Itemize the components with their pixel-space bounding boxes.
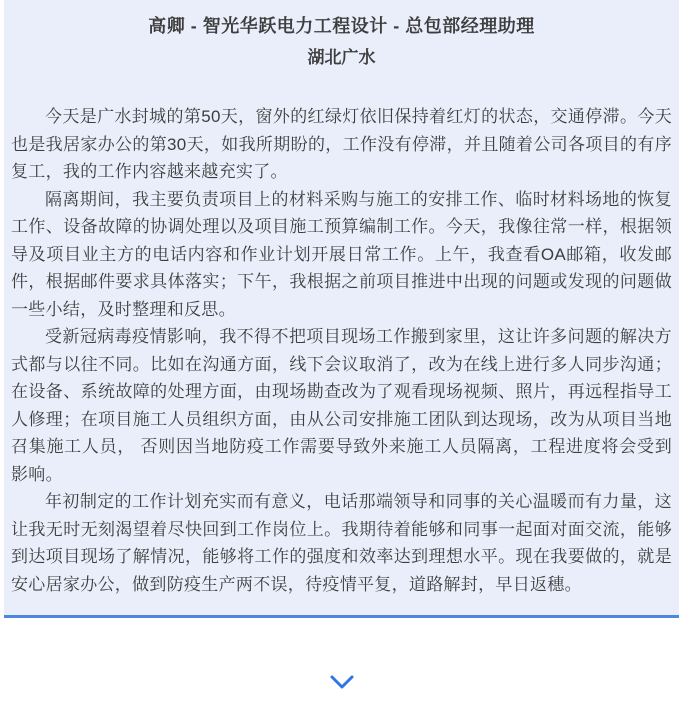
expand-more-button[interactable] — [330, 675, 354, 689]
article-paragraph: 受新冠病毒疫情影响，我不得不把项目现场工作搬到家里，这让许多问题的解决方式都与以往不同。比如在沟通方面，线下会议取消了，改为在线上进行多人同步沟通；在设备、系统故障的处理方面，由现场勘查改为了观看现场视频、照片，再远程指导工人修理；在项目施工人员组织方面，由从公司安排施工团队到达现场，改为从项目当地召集施工人员， 否则因当地防疫工作需要导致外来施工人员隔离，工程进度将会受到影响。 — [11, 327, 672, 484]
chevron-down-icon — [330, 675, 354, 689]
article-paragraph: 年初制定的工作计划充实而有意义，电话那端领导和同事的关心温暖而有力量，这让我无时无刻渴望着尽快回到工作岗位上。我期待着能够和同事一起面对面交流，能够到达项目现场了解情况，能够将工作的强度和效率达到理想水平。现在我要做的，就是安心居家办公，做到防疫生产两不误，待疫情平复，道路解封，早日返穗。 — [11, 492, 672, 594]
article-body — [11, 103, 672, 598]
article-paragraph: 隔离期间，我主要负责项目上的材料采购与施工的安排工作、临时材料场地的恢复工作、设备故障的协调处理以及项目施工预算编制工作。今天，我像往常一样，根据领导及项目业主方的电话内容和作业计划开展日常工作。上午，我查看OA邮箱，收发邮件，根据邮件要求具体落实；下午，我根据之前项目推进中出现的问题或发现的问题做一些小结，及时整理和反思。 — [11, 189, 672, 319]
page-title: 高卿 - 智光华跃电力工程设计 - 总包部经理助理 — [148, 16, 535, 36]
article-paragraph: 今天是广水封城的第50天，窗外的红绿灯依旧保持着红灯的状态，交通停滞。今天也是我居家办公的第30天，如我所期盼的，工作没有停滞，并且随着公司各项目的有序复工，我的工作内容越来越充实了。 — [11, 107, 672, 181]
article-panel — [4, 0, 679, 618]
page-subtitle: 湖北广水 — [307, 48, 376, 67]
footer — [0, 618, 683, 713]
